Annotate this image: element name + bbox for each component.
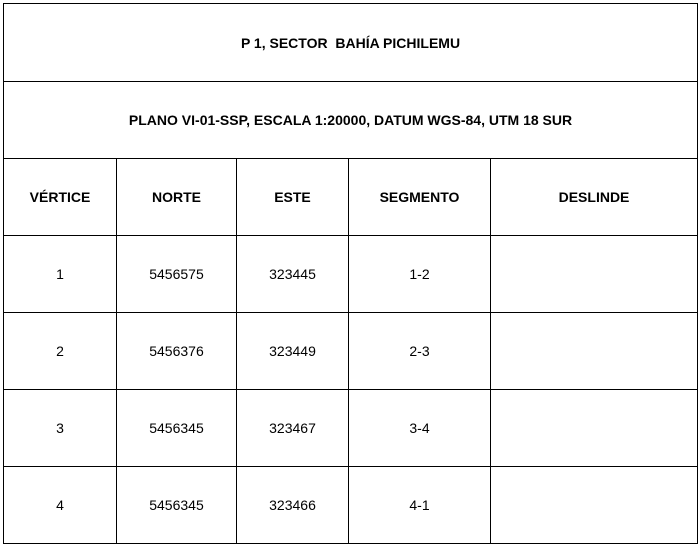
table-title: P 1, SECTOR BAHÍA PICHILEMU [4, 4, 698, 82]
title-row [4, 4, 698, 82]
column-header-deslinde: DESLINDE [491, 159, 698, 236]
table-row [4, 467, 698, 544]
vertice-cell: 1 [4, 236, 117, 313]
column-header-norte: NORTE [117, 159, 237, 236]
segmento-cell: 2-3 [349, 313, 491, 390]
coordinates-table [3, 3, 698, 544]
subtitle-row [4, 82, 698, 159]
este-cell: 323466 [237, 467, 349, 544]
norte-cell: 5456376 [117, 313, 237, 390]
deslinde-cell [491, 313, 698, 390]
norte-cell: 5456575 [117, 236, 237, 313]
column-header-segmento: SEGMENTO [349, 159, 491, 236]
table-row [4, 236, 698, 313]
deslinde-cell [491, 390, 698, 467]
este-cell: 323467 [237, 390, 349, 467]
vertice-cell: 2 [4, 313, 117, 390]
deslinde-cell [491, 467, 698, 544]
norte-cell: 5456345 [117, 467, 237, 544]
segmento-cell: 3-4 [349, 390, 491, 467]
table-subtitle: PLANO VI-01-SSP, ESCALA 1:20000, DATUM WGS-84, UTM 18 SUR [4, 82, 698, 159]
segmento-cell: 4-1 [349, 467, 491, 544]
vertice-cell: 3 [4, 390, 117, 467]
column-header-vertice: VÉRTICE [4, 159, 117, 236]
este-cell: 323449 [237, 313, 349, 390]
table-row [4, 313, 698, 390]
table-row [4, 390, 698, 467]
segmento-cell: 1-2 [349, 236, 491, 313]
vertice-cell: 4 [4, 467, 117, 544]
norte-cell: 5456345 [117, 390, 237, 467]
este-cell: 323445 [237, 236, 349, 313]
header-row [4, 159, 698, 236]
column-header-este: ESTE [237, 159, 349, 236]
deslinde-cell [491, 236, 698, 313]
